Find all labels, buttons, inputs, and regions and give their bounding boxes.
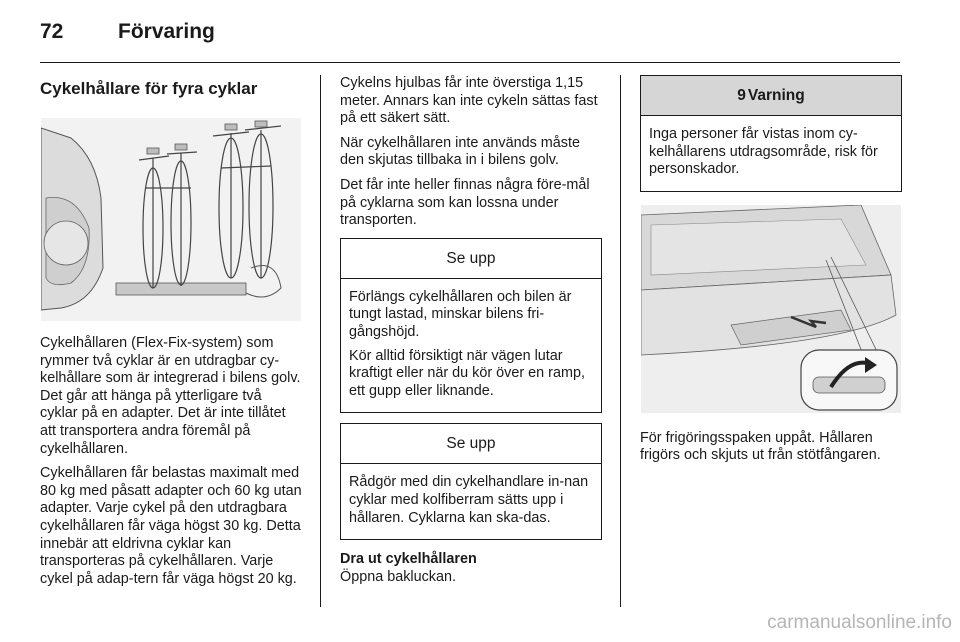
caution-heading: Se upp <box>341 239 601 279</box>
paragraph: Cykelhållaren (Flex-Fix-system) som rymmer två cyklar är en utdragbar cy-kelhållare som är integrerad i bilens golv. Det går att hänga på ytterligare två cyklar på en adapter. Det är inte tillåtet att transportera andra föremål på cykelhållaren. <box>40 335 301 457</box>
paragraph: När cykelhållaren inte används måste den skjutas tillbaka in i bilens golv. <box>340 134 580 169</box>
trunk-lever-drawing <box>641 205 901 413</box>
release-lever-illustration <box>640 204 902 414</box>
column-3 <box>640 75 902 472</box>
warning-label: Varning <box>747 87 805 104</box>
caution-box <box>340 238 602 414</box>
column-1 <box>40 75 302 595</box>
caution-text: Kör alltid försiktigt när vägen lutar kraftigt eller när du kör över en ramp, ett gupp eller liknande. <box>349 347 585 399</box>
caution-text: Rådgör med din cykelhandlare in-nan cyklar med kolfiberram sätts upp i hållaren. Cyklarna kan ska-das. <box>349 474 589 526</box>
bike-rack-illustration <box>40 117 302 322</box>
warning-triangle-icon: 9 <box>737 87 746 104</box>
column-divider <box>320 75 321 607</box>
sub-heading: Dra ut cykelhållaren <box>340 551 477 568</box>
column-2 <box>340 75 602 593</box>
column-divider <box>620 75 621 607</box>
header-divider <box>40 62 900 63</box>
paragraph: Cykelhållaren får belastas maximalt med 80 kg med påsatt adapter och 60 kg utan adapter. Varje cykel på den utdragbara cykelhållaren får väga högst 30 kg. Detta innebär att eldrivna cyklar kan transporteras på cykelhållaren. Varje cykel på adap-tern får väga högst 20 kg. <box>40 465 302 587</box>
warning-heading <box>641 76 901 116</box>
warning-text: Inga personer får vistas inom cy-kelhållarens utdragsområde, risk för personskador. <box>649 126 878 178</box>
watermark-text: carmanualsonline.info <box>767 612 952 633</box>
page-header <box>40 20 920 48</box>
four-bikes-rack-drawing <box>41 118 301 321</box>
paragraph: För frigöringsspaken uppåt. Hållaren frigörs och skjuts ut från stötfångaren. <box>640 429 881 464</box>
caution-text: Förlängs cykelhållaren och bilen är tungt lastad, minskar bilens fri-gångshöjd. <box>349 288 572 340</box>
paragraph: Det får inte heller finnas några före-mål på cyklarna som kan lossna under transporten. <box>340 176 590 229</box>
paragraph: Öppna bakluckan. <box>340 568 457 585</box>
chapter-title: Förvaring <box>118 20 215 43</box>
caution-box <box>340 423 602 540</box>
caution-heading: Se upp <box>341 424 601 464</box>
paragraph: Cykelns hjulbas får inte överstiga 1,15 meter. Annars kan inte cykeln sättas fast på ett säkert sätt. <box>340 75 598 127</box>
warning-box <box>640 75 902 192</box>
section-title: Cykelhållare för fyra cyklar <box>40 79 258 98</box>
page-number: 72 <box>40 20 64 43</box>
